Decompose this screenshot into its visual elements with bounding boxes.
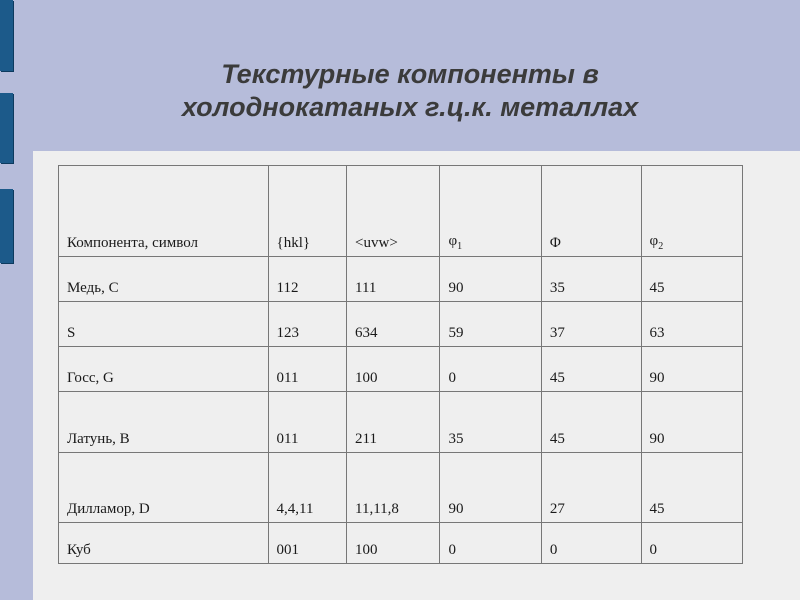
- cell-phi1: 35: [440, 392, 541, 453]
- cell-uvw: 634: [347, 302, 440, 347]
- cell-uvw: 111: [347, 257, 440, 302]
- cell-phi1: 90: [440, 453, 541, 523]
- table-row: [59, 453, 743, 523]
- cell-Phi: 45: [541, 392, 641, 453]
- side-accent-bar-bottom: [0, 189, 13, 263]
- header-component: Компонента, символ: [59, 166, 269, 257]
- cell-phi1: 0: [440, 523, 541, 564]
- cell-hkl: 123: [268, 302, 347, 347]
- cell-Phi: 27: [541, 453, 641, 523]
- side-accent-bar-middle: [0, 93, 13, 163]
- cell-component: Медь, C: [59, 257, 269, 302]
- cell-uvw: 100: [347, 523, 440, 564]
- cell-component: Дилламор, D: [59, 453, 269, 523]
- texture-components-table: [58, 165, 743, 564]
- cell-uvw: 211: [347, 392, 440, 453]
- table-row: [59, 257, 743, 302]
- side-accent-bar-top: [0, 0, 13, 71]
- cell-component: S: [59, 302, 269, 347]
- cell-hkl: 001: [268, 523, 347, 564]
- cell-Phi: 0: [541, 523, 641, 564]
- cell-hkl: 011: [268, 347, 347, 392]
- table-row: [59, 347, 743, 392]
- header-phi1-subscript: 1: [457, 241, 463, 252]
- cell-phi2: 45: [641, 257, 742, 302]
- header-phi2: [641, 166, 742, 257]
- cell-phi2: 63: [641, 302, 742, 347]
- header-uvw: <uvw>: [347, 166, 440, 257]
- cell-hkl: 112: [268, 257, 347, 302]
- cell-component: Куб: [59, 523, 269, 564]
- header-Phi: Φ: [541, 166, 641, 257]
- cell-hkl: 4,4,11: [268, 453, 347, 523]
- slide-title-line-2: холоднокатаных г.ц.к. металлах: [181, 92, 639, 122]
- table-row: [59, 392, 743, 453]
- cell-component: Латунь, B: [59, 392, 269, 453]
- slide-title-line-1: Текстурные компоненты в: [221, 59, 599, 89]
- cell-phi2: 45: [641, 453, 742, 523]
- cell-Phi: 35: [541, 257, 641, 302]
- header-phi1-symbol: φ: [448, 233, 458, 249]
- header-phi2-subscript: 2: [658, 241, 664, 252]
- cell-phi2: 90: [641, 392, 742, 453]
- cell-phi1: 59: [440, 302, 541, 347]
- cell-phi1: 0: [440, 347, 541, 392]
- cell-hkl: 011: [268, 392, 347, 453]
- cell-phi2: 0: [641, 523, 742, 564]
- cell-Phi: 37: [541, 302, 641, 347]
- cell-component: Госс, G: [59, 347, 269, 392]
- slide-title: [30, 58, 790, 124]
- cell-uvw: 11,11,8: [347, 453, 440, 523]
- table-row: [59, 302, 743, 347]
- cell-phi1: 90: [440, 257, 541, 302]
- cell-Phi: 45: [541, 347, 641, 392]
- header-phi1: [440, 166, 541, 257]
- cell-uvw: 100: [347, 347, 440, 392]
- table-row: [59, 523, 743, 564]
- header-phi2-symbol: φ: [649, 233, 659, 249]
- cell-phi2: 90: [641, 347, 742, 392]
- header-hkl: {hkl}: [268, 166, 347, 257]
- table-header-row: [59, 166, 743, 257]
